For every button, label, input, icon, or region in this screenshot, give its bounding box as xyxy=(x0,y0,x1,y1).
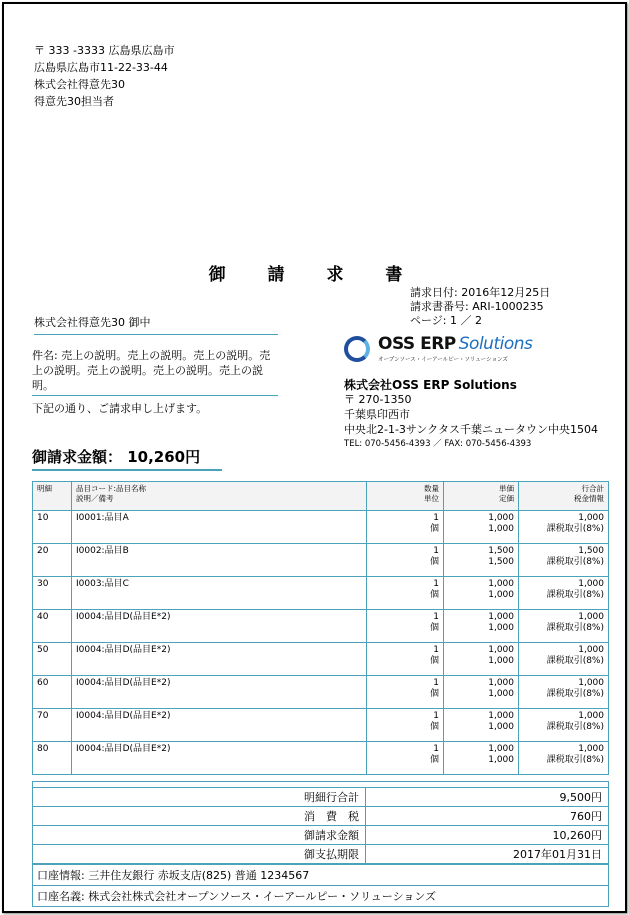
unit-value: 個 xyxy=(429,557,439,567)
cell-price xyxy=(444,643,519,676)
cell-qty xyxy=(367,643,444,676)
qty-value: 1 xyxy=(433,711,439,721)
invoice-total-value: 10,260円 xyxy=(366,826,609,845)
cell-item: I0003:品目C xyxy=(72,577,367,610)
qty-value: 1 xyxy=(433,612,439,622)
cell-total xyxy=(519,511,609,544)
price-value: 1,000 xyxy=(488,744,514,754)
invoice-total-label: 御請求金額 xyxy=(33,826,366,845)
cell-item: I0002:品目B xyxy=(72,544,367,577)
cell-total xyxy=(519,577,609,610)
summary-row xyxy=(33,807,609,826)
invoice-meta xyxy=(410,286,550,328)
cell-item: I0004:品目D(品目E*2) xyxy=(72,676,367,709)
logo-text xyxy=(378,334,532,354)
issuer-postal: 〒 270-1350 xyxy=(344,393,412,406)
table-row xyxy=(33,577,609,610)
tax-info: 課税取引(8%) xyxy=(546,557,604,567)
total-value: 1,000 xyxy=(578,678,604,688)
subtotal-value: 9,500円 xyxy=(366,788,609,807)
tax-info: 課税取引(8%) xyxy=(546,656,604,666)
tax-label: 消 費 税 xyxy=(33,807,366,826)
header-line-no xyxy=(33,482,72,511)
cell-line-no: 10 xyxy=(33,511,72,544)
due-value: 2017年01月31日 xyxy=(366,845,609,864)
qty-value: 1 xyxy=(433,678,439,688)
list-price-value: 1,000 xyxy=(488,656,514,666)
cell-total xyxy=(519,643,609,676)
total-value: 1,000 xyxy=(578,645,604,655)
table-row xyxy=(33,511,609,544)
price-value: 1,000 xyxy=(488,645,514,655)
cell-line-no: 30 xyxy=(33,577,72,610)
cell-price xyxy=(444,511,519,544)
cell-item: I0004:品目D(品目E*2) xyxy=(72,709,367,742)
list-price-value: 1,500 xyxy=(488,557,514,567)
bank-holder: 口座名義: 株式会社株式会社オープンソース・イーアールピー・ソリューションズ xyxy=(33,886,609,907)
line-items-table xyxy=(32,481,609,775)
cell-line-no: 40 xyxy=(33,610,72,643)
recipient-postal: 〒 333 -3333 広島県広島市 xyxy=(34,44,175,57)
cell-line-no: 20 xyxy=(33,544,72,577)
cell-line-no: 70 xyxy=(33,709,72,742)
subject: 件名: 売上の説明。売上の説明。売上の説明。売上の説明。売上の説明。売上の説明。売上の説明。 xyxy=(32,348,278,396)
unit-value: 個 xyxy=(429,623,439,633)
tax-value: 760円 xyxy=(366,807,609,826)
invoice-number: 請求書番号: ARI-1000235 xyxy=(410,300,544,313)
cell-qty xyxy=(367,676,444,709)
table-row xyxy=(33,676,609,709)
header-qty-top: 数量 xyxy=(424,484,439,493)
tax-info: 課税取引(8%) xyxy=(546,524,604,534)
summary-table xyxy=(32,781,609,864)
cell-total xyxy=(519,709,609,742)
total-value: 1,500 xyxy=(578,546,604,556)
subtotal-label: 明細行合計 xyxy=(33,788,366,807)
total-value: 1,000 xyxy=(578,744,604,754)
tax-info: 課税取引(8%) xyxy=(546,722,604,732)
cell-item: I0004:品目D(品目E*2) xyxy=(72,742,367,775)
cell-qty xyxy=(367,511,444,544)
issuer-contact: TEL: 070-5456-4393 ／ FAX: 070-5456-4393 xyxy=(344,439,532,449)
recipient-address-line: 広島県広島市11-22-33-44 xyxy=(34,61,168,74)
invoice-date: 請求日付: 2016年12月25日 xyxy=(410,286,551,299)
cell-line-no: 60 xyxy=(33,676,72,709)
table-row xyxy=(33,643,609,676)
unit-value: 個 xyxy=(429,689,439,699)
logo-ring-icon xyxy=(344,336,370,362)
cell-price xyxy=(444,610,519,643)
issuer-address2: 中央北2-1-3サンクタス千葉ニュータウン中央1504 xyxy=(344,423,598,436)
header-price xyxy=(444,482,519,511)
document-title: 御 請 求 書 xyxy=(208,265,421,285)
tax-info: 課税取引(8%) xyxy=(546,590,604,600)
logo-main: OSS ERP xyxy=(378,334,456,354)
table-header-row xyxy=(33,482,609,511)
summary-row xyxy=(33,845,609,864)
table-row xyxy=(33,610,609,643)
logo-subtitle: オープンソース・イーアールピー・ソリューションズ xyxy=(378,357,508,363)
cell-total xyxy=(519,544,609,577)
qty-value: 1 xyxy=(433,579,439,589)
summary-row xyxy=(33,826,609,845)
table-row xyxy=(33,742,609,775)
list-price-value: 1,000 xyxy=(488,524,514,534)
recipient-address xyxy=(34,42,174,110)
header-item-bottom: 説明／備考 xyxy=(76,494,114,503)
cell-item: I0004:品目D(品目E*2) xyxy=(72,610,367,643)
list-price-value: 1,000 xyxy=(488,722,514,732)
bank-info-table xyxy=(32,864,609,907)
bank-account: 口座情報: 三井住友銀行 赤坂支店(825) 普通 1234567 xyxy=(33,865,609,886)
header-total-top: 行合計 xyxy=(581,484,604,493)
list-price-value: 1,000 xyxy=(488,623,514,633)
table-row xyxy=(33,544,609,577)
tax-info: 課税取引(8%) xyxy=(546,623,604,633)
cell-qty xyxy=(367,709,444,742)
list-price-value: 1,000 xyxy=(488,590,514,600)
cell-qty xyxy=(367,742,444,775)
invoice-note: 下記の通り、ご請求申し上げます。 xyxy=(32,402,208,415)
total-value: 1,000 xyxy=(578,612,604,622)
price-value: 1,000 xyxy=(488,579,514,589)
total-value: 1,000 xyxy=(578,579,604,589)
cell-qty xyxy=(367,610,444,643)
logo-accent: Solutions xyxy=(458,334,533,354)
cell-price xyxy=(444,709,519,742)
addressee: 株式会社得意先30 御中 xyxy=(34,314,278,335)
header-item-top: 品目コード:品目名称 xyxy=(76,484,147,493)
price-value: 1,000 xyxy=(488,711,514,721)
cell-line-no: 50 xyxy=(33,643,72,676)
due-label: 御支払期限 xyxy=(33,845,366,864)
cell-item: I0001:品目A xyxy=(72,511,367,544)
unit-value: 個 xyxy=(429,524,439,534)
page-indicator: ページ: 1 ／ 2 xyxy=(410,314,482,327)
cell-total xyxy=(519,610,609,643)
issuer-name: 株式会社OSS ERP Solutions xyxy=(344,378,517,392)
issuer-info xyxy=(344,392,604,452)
cell-item: I0004:品目D(品目E*2) xyxy=(72,643,367,676)
cell-line-no: 80 xyxy=(33,742,72,775)
unit-value: 個 xyxy=(429,722,439,732)
cell-qty xyxy=(367,544,444,577)
summary-row xyxy=(33,788,609,807)
total-value: 1,000 xyxy=(578,513,604,523)
cell-price xyxy=(444,676,519,709)
price-value: 1,000 xyxy=(488,513,514,523)
bank-row xyxy=(33,865,609,886)
cell-price xyxy=(444,742,519,775)
header-qty xyxy=(367,482,444,511)
unit-value: 個 xyxy=(429,755,439,765)
list-price-value: 1,000 xyxy=(488,755,514,765)
qty-value: 1 xyxy=(433,546,439,556)
price-value: 1,000 xyxy=(488,678,514,688)
qty-value: 1 xyxy=(433,744,439,754)
list-price-value: 1,000 xyxy=(488,689,514,699)
header-price-top: 単価 xyxy=(499,484,514,493)
cell-total xyxy=(519,676,609,709)
qty-value: 1 xyxy=(433,513,439,523)
invoice-page xyxy=(2,2,627,913)
table-row xyxy=(33,709,609,742)
recipient-contact: 得意先30担当者 xyxy=(34,95,114,108)
total-amount: 御請求金額： 10,260円 xyxy=(32,446,222,471)
header-total-bottom: 税金情報 xyxy=(574,494,604,503)
recipient-company: 株式会社得意先30 xyxy=(34,78,125,91)
unit-value: 個 xyxy=(429,590,439,600)
total-value: 1,000 xyxy=(578,711,604,721)
header-qty-bottom: 単位 xyxy=(424,494,439,503)
issuer-address1: 千葉県印西市 xyxy=(344,408,410,421)
header-total xyxy=(519,482,609,511)
cell-price xyxy=(444,577,519,610)
cell-qty xyxy=(367,577,444,610)
tax-info: 課税取引(8%) xyxy=(546,755,604,765)
qty-value: 1 xyxy=(433,645,439,655)
cell-total xyxy=(519,742,609,775)
tax-info: 課税取引(8%) xyxy=(546,689,604,699)
header-line-no-label: 明細 xyxy=(37,484,52,493)
cell-price xyxy=(444,544,519,577)
bank-row xyxy=(33,886,609,907)
header-price-bottom: 定価 xyxy=(499,494,514,503)
price-value: 1,000 xyxy=(488,612,514,622)
price-value: 1,500 xyxy=(488,546,514,556)
unit-value: 個 xyxy=(429,656,439,666)
header-item xyxy=(72,482,367,511)
